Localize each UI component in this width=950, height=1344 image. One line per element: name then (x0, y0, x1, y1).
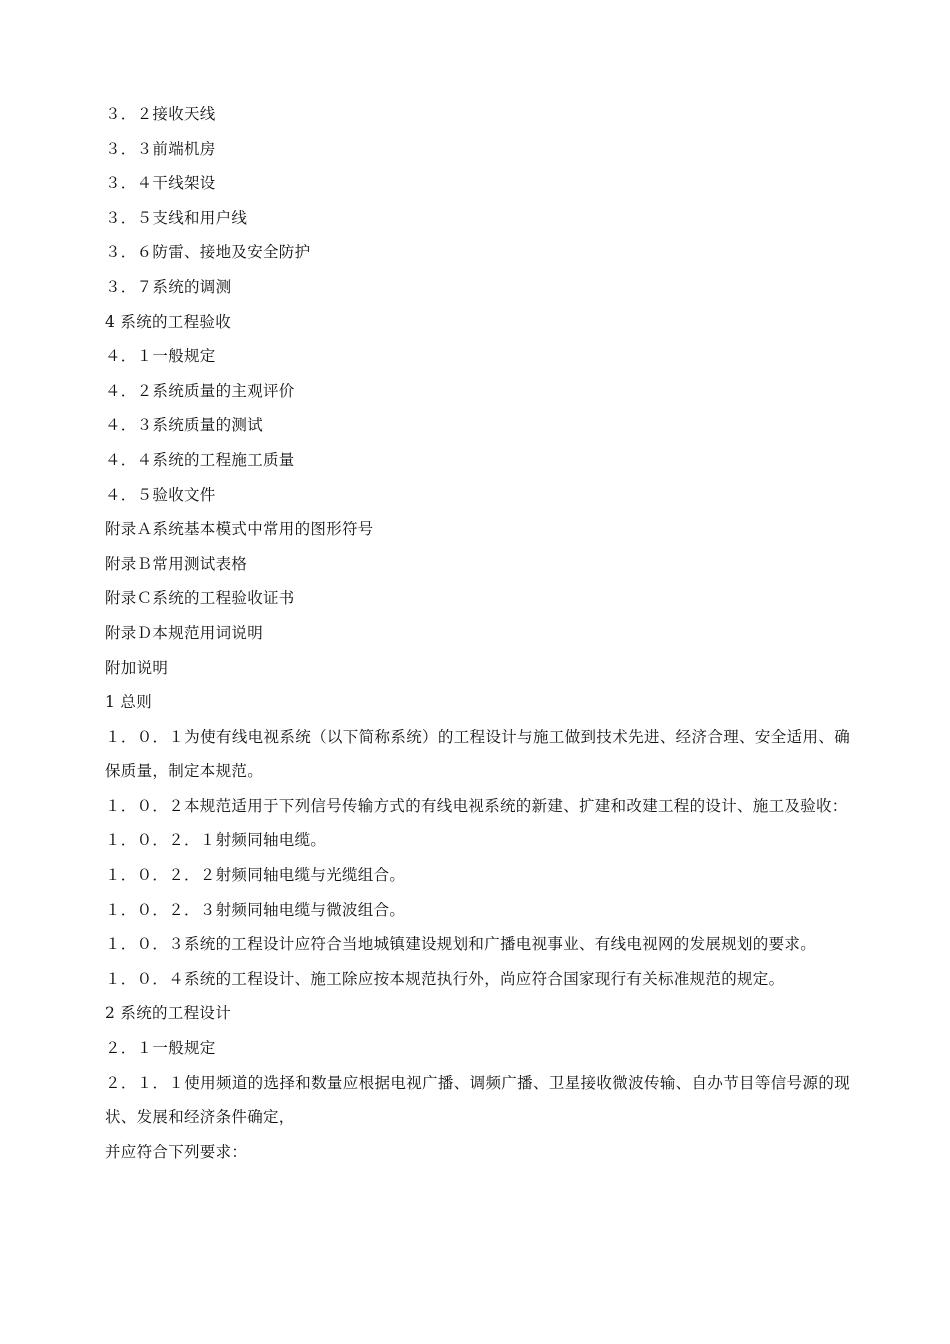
toc-item-3-5: ３．５支线和用户线 (105, 208, 248, 227)
clause-1-0-3: １．０．３系统的工程设计应符合当地城镇建设规划和广播电视事业、有线电视网的发展规划的要求。 (105, 935, 817, 954)
clause-1-0-2-1: １．０．２．１射频同轴电缆。 (105, 831, 327, 850)
toc-appendix-d: 附录Ｄ本规范用词说明 (105, 623, 264, 642)
toc-item-4-3: ４．３系统质量的测试 (105, 416, 264, 435)
clause-2-1-1: ２．１．１使用频道的选择和数量应根据电视广播、调频广播、卫星接收微波传输、自办节目等信号源的现状、发展和经济条件确定， (105, 1073, 850, 1127)
chapter-1-heading: 1 总则 (105, 693, 152, 712)
clause-1-0-1: １．０．１为使有线电视系统（以下简称系统）的工程设计与施工做到技术先进、经济合理、安全适用、确保质量，制定本规范。 (105, 727, 850, 781)
toc-item-3-6: ３．６防雷、接地及安全防护 (105, 243, 311, 262)
toc-appendix-b: 附录Ｂ常用测试表格 (105, 554, 248, 573)
toc-item-4-4: ４．４系统的工程施工质量 (105, 450, 295, 469)
toc-appendix-a: 附录Ａ系统基本模式中常用的图形符号 (105, 520, 374, 539)
toc-item-4-1: ４．１一般规定 (105, 347, 216, 366)
toc-chapter-4: 4 系统的工程验收 (105, 312, 231, 331)
toc-additional-notes: 附加说明 (105, 658, 169, 677)
toc-item-4-2: ４．２系统质量的主观评价 (105, 381, 295, 400)
clause-1-0-2-2: １．０．２．２射频同轴电缆与光缆组合。 (105, 866, 406, 885)
toc-item-3-7: ３．７系统的调测 (105, 277, 232, 296)
toc-item-3-3: ３．３前端机房 (105, 139, 216, 158)
toc-item-4-5: ４．５验收文件 (105, 485, 216, 504)
clause-1-0-4: １．０．４系统的工程设计、施工除应按本规范执行外，尚应符合国家现行有关标准规范的规定。 (105, 969, 785, 988)
toc-item-3-2: ３．２接收天线 (105, 105, 216, 123)
section-2-1-heading: ２．１一般规定 (105, 1039, 216, 1058)
clause-2-1-1-continuation: 并应符合下列要求： (105, 1142, 248, 1161)
clause-1-0-2-3: １．０．２．３射频同轴电缆与微波组合。 (105, 900, 406, 919)
chapter-2-heading: 2 系统的工程设计 (105, 1004, 231, 1023)
toc-item-3-4: ３．４干线架设 (105, 174, 216, 193)
document-page (105, 97, 850, 1169)
toc-appendix-c: 附录Ｃ系统的工程验收证书 (105, 589, 295, 608)
clause-1-0-2: １．０．２本规范适用于下列信号传输方式的有线电视系统的新建、扩建和改建工程的设计、施工及验收： (105, 796, 848, 815)
